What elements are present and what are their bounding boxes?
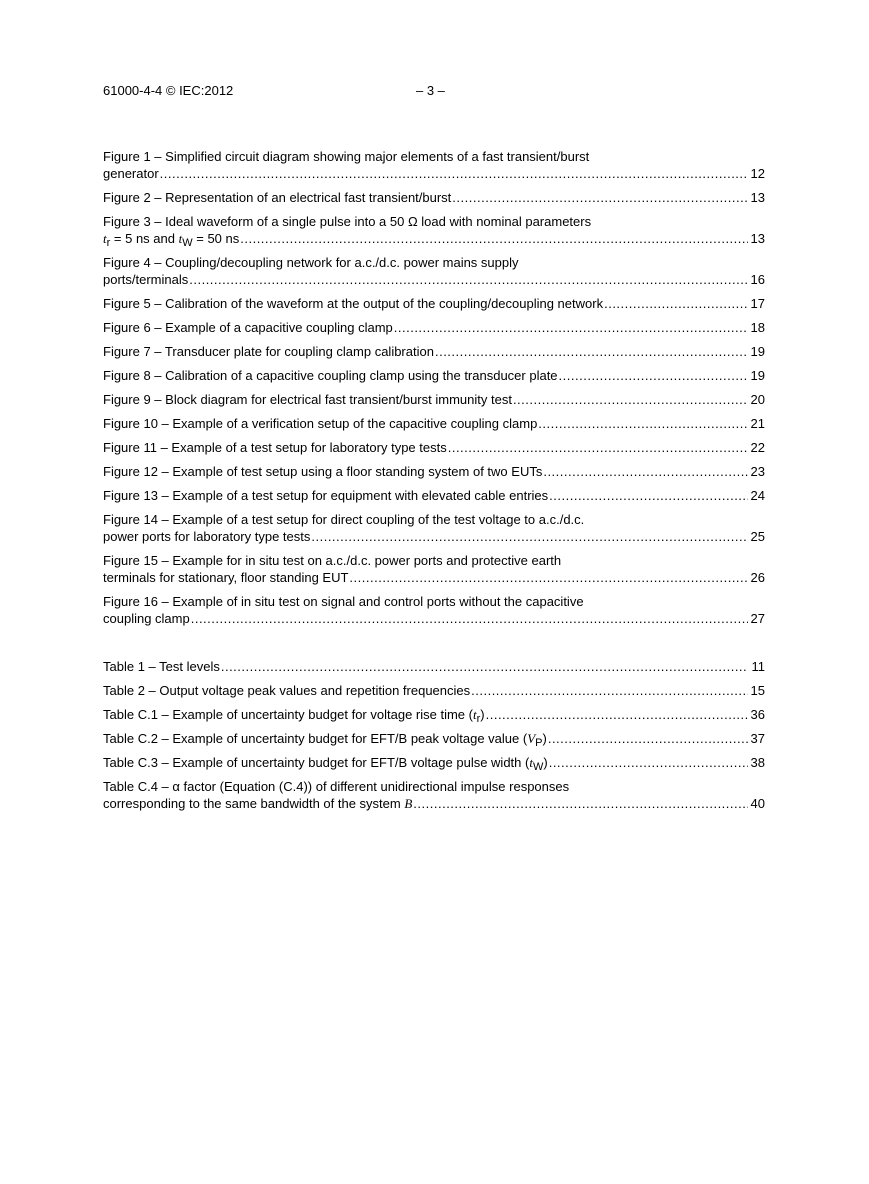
math-var: t [472, 707, 477, 722]
math-var: t [529, 755, 533, 770]
entry-page: 11 [751, 659, 765, 674]
entry-text: Table C.3 – Example of uncertainty budget for EFT/B voltage pulse width ( [103, 755, 530, 770]
entry-page: 20 [750, 392, 765, 407]
subscript: r [476, 713, 481, 725]
entry-page: 26 [750, 570, 765, 585]
math-var: V [527, 731, 536, 746]
page-header [103, 83, 765, 99]
entry-title-cont: generator [103, 166, 159, 181]
entry-page: 40 [750, 796, 765, 811]
entry-title-cont: terminals for stationary, floor standing EUT [103, 570, 349, 585]
dot-leader [413, 795, 748, 812]
entry-page: 12 [750, 166, 765, 181]
entry-page: 15 [750, 683, 765, 698]
math-var: t [103, 231, 107, 246]
subscript: W [182, 237, 193, 249]
entry-title: Figure 8 – Calibration of a capacitive coupling clamp using the transducer plate [103, 368, 558, 383]
entry-text: = 5 ns and [110, 231, 179, 246]
dot-leader [452, 189, 748, 206]
toc-entry-figure-5[interactable] [103, 295, 765, 312]
toc-entry-table-c4[interactable] [103, 778, 765, 812]
entry-title: Figure 15 – Example for in situ test on a.c./d.c. power ports and protective earth [103, 553, 562, 568]
subscript: r [106, 237, 111, 249]
entry-title-cont: coupling clamp [103, 611, 190, 626]
math-var: B [404, 796, 413, 811]
dot-leader [349, 569, 748, 586]
dot-leader [471, 682, 748, 699]
entry-page: 25 [750, 529, 765, 544]
entry-text: Table C.2 – Example of uncertainty budget for EFT/B peak voltage value ( [103, 731, 528, 746]
entry-text: = 50 ns [192, 231, 240, 246]
toc-entry-figure-2[interactable] [103, 189, 765, 206]
toc-entry-figure-4[interactable] [103, 254, 765, 288]
toc-entry-figure-11[interactable] [103, 439, 765, 456]
entry-page: 17 [750, 296, 765, 311]
toc-entry-figure-3[interactable] [103, 213, 765, 247]
entry-title: Figure 6 – Example of a capacitive coupling clamp [103, 320, 393, 335]
entry-title-cont [103, 230, 239, 247]
entry-title: Figure 7 – Transducer plate for coupling clamp calibration [103, 344, 434, 359]
entry-text: Table C.1 – Example of uncertainty budget for voltage rise time ( [103, 707, 473, 722]
dot-leader [486, 706, 748, 723]
page-number: – 3 – [416, 83, 445, 98]
entry-page: 19 [750, 368, 765, 383]
dot-leader [394, 319, 748, 336]
entry-title: Table C.4 – α factor (Equation (C.4)) of different unidirectional impulse responses [103, 779, 570, 794]
entry-page: 13 [750, 190, 765, 205]
toc-entry-figure-10[interactable] [103, 415, 765, 432]
subscript: W [532, 761, 544, 773]
dot-leader [221, 658, 748, 675]
toc-entry-table-c1[interactable] [103, 706, 765, 723]
entry-title: Table 2 – Output voltage peak values and repetition frequencies [103, 683, 471, 698]
entry-page: 38 [750, 755, 765, 770]
entry-page: 36 [750, 707, 765, 722]
toc-entry-figure-15[interactable] [103, 552, 765, 586]
toc-entry-figure-16[interactable] [103, 593, 765, 627]
toc-entry-figure-14[interactable] [103, 511, 765, 545]
dot-leader [448, 439, 748, 456]
toc-entry-table-2[interactable] [103, 682, 765, 699]
entry-title-cont: power ports for laboratory type tests [103, 529, 311, 544]
entry-title-cont [103, 795, 412, 812]
entry-title: Figure 14 – Example of a test setup for direct coupling of the test voltage to a.c./d.c. [103, 512, 585, 527]
dot-leader [543, 463, 748, 480]
entry-page: 27 [750, 611, 765, 626]
toc-entry-figure-6[interactable] [103, 319, 765, 336]
entry-title: Figure 1 – Simplified circuit diagram showing major elements of a fast transient/burst [103, 149, 590, 164]
dot-leader [311, 528, 748, 545]
toc-entry-figure-7[interactable] [103, 343, 765, 360]
entry-title: Figure 9 – Block diagram for electrical fast transient/burst immunity test [103, 392, 512, 407]
entry-title: Figure 16 – Example of in situ test on signal and control ports without the capacitive [103, 594, 584, 609]
entry-text: ) [543, 755, 548, 770]
dot-leader [604, 295, 748, 312]
license-watermark [826, 690, 834, 810]
entry-title-cont: ports/terminals [103, 272, 189, 287]
entry-page: 18 [750, 320, 765, 335]
entry-page: 24 [750, 488, 765, 503]
entry-title: Figure 2 – Representation of an electrical fast transient/burst [103, 190, 452, 205]
list-of-figures [103, 148, 765, 627]
toc-entry-figure-8[interactable] [103, 367, 765, 384]
entry-page: 13 [750, 231, 765, 246]
dot-leader [160, 165, 748, 182]
entry-title: Figure 11 – Example of a test setup for laboratory type tests [103, 440, 447, 455]
toc-entry-figure-13[interactable] [103, 487, 765, 504]
entry-title: Figure 10 – Example of a verification setup of the capacitive coupling clamp [103, 416, 538, 431]
dot-leader [538, 415, 748, 432]
dot-leader [549, 754, 748, 771]
toc-entry-figure-12[interactable] [103, 463, 765, 480]
entry-title: Figure 5 – Calibration of the waveform at the output of the coupling/decoupling network [103, 296, 604, 311]
entry-page: 21 [750, 416, 765, 431]
toc-entry-figure-9[interactable] [103, 391, 765, 408]
dot-leader [240, 230, 748, 247]
dot-leader [559, 367, 748, 384]
entry-page: 37 [750, 731, 765, 746]
entry-title: Figure 4 – Coupling/decoupling network for a.c./d.c. power mains supply [103, 255, 519, 270]
entry-title [103, 706, 485, 723]
dot-leader [513, 391, 748, 408]
entry-title: Figure 13 – Example of a test setup for equipment with elevated cable entries [103, 488, 549, 503]
entry-title: Figure 12 – Example of test setup using a floor standing system of two EUTs [103, 464, 543, 479]
toc-entry-table-c3[interactable] [103, 754, 765, 771]
dot-leader [548, 730, 748, 747]
dot-leader [189, 271, 748, 288]
entry-title [103, 730, 547, 747]
entry-page: 22 [750, 440, 765, 455]
dot-leader [435, 343, 748, 360]
entry-text: ) [480, 707, 485, 722]
entry-text: corresponding to the same bandwidth of the system [103, 796, 405, 811]
dot-leader [549, 487, 748, 504]
entry-page: 19 [750, 344, 765, 359]
list-of-tables [103, 658, 765, 812]
toc-entry-figure-1[interactable] [103, 148, 765, 182]
entry-page: 16 [750, 272, 765, 287]
document-id: 61000-4-4 © IEC:2012 [103, 83, 234, 98]
entry-title: Figure 3 – Ideal waveform of a single pulse into a 50 Ω load with nominal parameters [103, 214, 592, 229]
entry-page: 23 [750, 464, 765, 479]
dot-leader [191, 610, 748, 627]
entry-title: Table 1 – Test levels [103, 659, 220, 674]
toc-entry-table-c2[interactable] [103, 730, 765, 747]
toc-entry-table-1[interactable] [103, 658, 765, 675]
entry-text: ) [542, 731, 547, 746]
subscript: P [535, 737, 543, 749]
entry-title [103, 754, 548, 771]
math-var: t [178, 231, 183, 246]
